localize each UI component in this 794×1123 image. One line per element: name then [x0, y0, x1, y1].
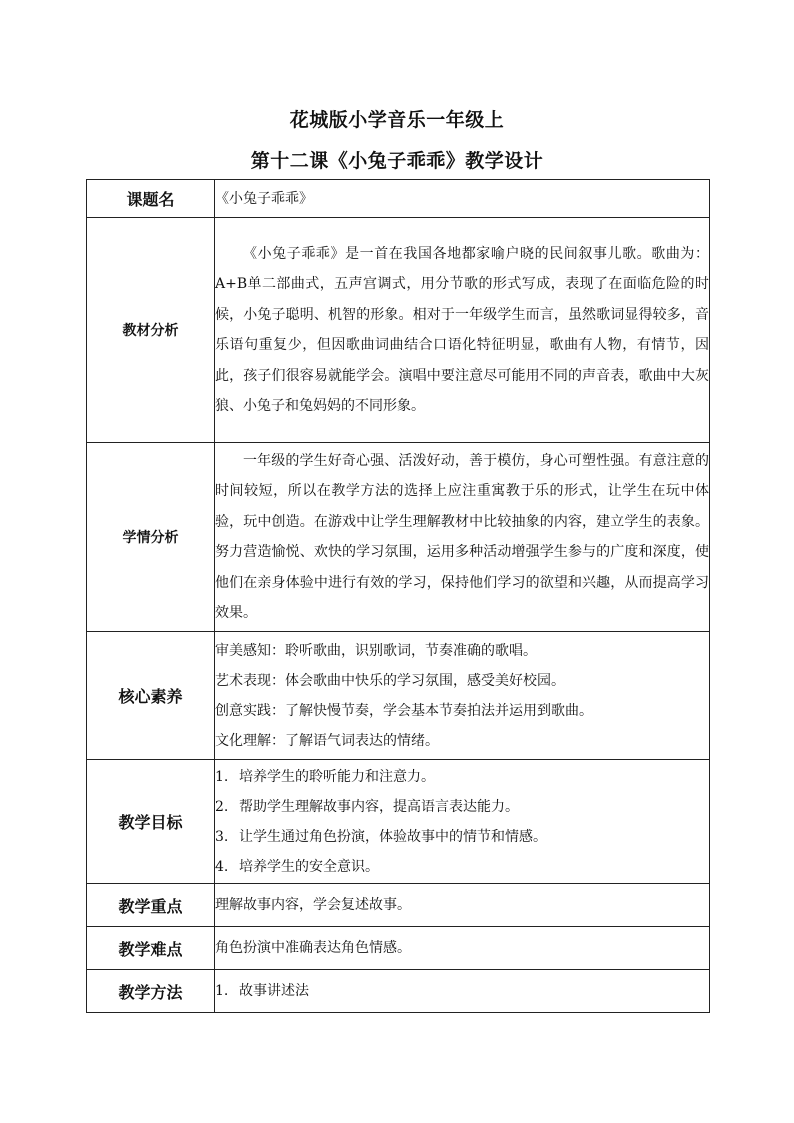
list-item: [215, 792, 709, 822]
table-row-students: [87, 443, 710, 632]
row-label-students: 学情分析: [87, 443, 215, 632]
list-item: [215, 852, 709, 882]
student-analysis-text: 一年级的学生好奇心强、活泼好动，善于模仿，身心可塑性强。有意注意的时间较短，所以在教学方法的选择上应注重寓教于乐的形式，让学生在玩中体验，玩中创造。在游戏中让学生理解教材中比较抽象的内容，建立学生的表象。努力营造愉悦、欢快的学习氛围，运用多种活动增强学生参与的广度和深度，使他们在亲身体验中进行有效的学习，保持他们学习的欲望和兴趣，从而提高学习效果。: [215, 443, 710, 632]
teaching-goals-list: [215, 760, 710, 884]
list-item: 审美感知：聆听歌曲，识别歌词，节奏准确的歌唱。: [215, 642, 537, 659]
list-item: [215, 822, 709, 852]
table-row-goals: [87, 760, 710, 884]
table-row-material: [87, 218, 710, 443]
document-title: 花城版小学音乐一年级上: [289, 109, 505, 131]
list-text: 培养学生的聆听能力和注意力。: [239, 768, 435, 785]
list-text: 让学生通过角色扮演，体验故事中的情节和情感。: [239, 828, 547, 845]
row-label-topic: 课题名: [87, 180, 215, 218]
row-label-goals: 教学目标: [87, 760, 215, 884]
row-label-focus: 教学重点: [87, 884, 215, 927]
list-number: 1.: [215, 983, 229, 999]
list-item: 创意实践：了解快慢节奏，学会基本节奏拍法并运用到歌曲。: [215, 702, 593, 719]
list-text: 故事讲述法: [239, 983, 309, 999]
table-row-literacy: [87, 632, 710, 760]
lesson-title: 第十二课《小兔子乖乖》教学设计: [250, 150, 544, 172]
row-label-methods: 教学方法: [87, 970, 215, 1013]
teaching-focus-value: 理解故事内容，学会复述故事。: [215, 884, 710, 927]
row-label-literacy: 核心素养: [87, 632, 215, 760]
table-row-focus: [87, 884, 710, 927]
teaching-methods-list: [215, 970, 710, 1013]
list-text: 帮助学生理解故事内容，提高语言表达能力。: [239, 798, 519, 815]
lesson-plan-table: [86, 179, 710, 1013]
row-label-material: 教材分析: [87, 218, 215, 443]
list-number: 3.: [215, 828, 229, 845]
table-row-difficulty: [87, 927, 710, 970]
topic-value: 《小兔子乖乖》: [215, 180, 710, 218]
material-analysis-text: 《小兔子乖乖》是一首在我国各地都家喻户晓的民间叙事儿歌。歌曲为：A+B单二部曲式，五声宫调式，用分节歌的形式写成，表现了在面临危险的时候，小兔子聪明、机智的形象。相对于一年级学生而言，虽然歌词显得较多，音乐语句重复少，但因歌曲词曲结合口语化特征明显，歌曲有人物，有情节，因此，孩子们很容易就能学会。演唱中要注意尽可能用不同的声音表，歌曲中大灰狼、小兔子和兔妈妈的不同形象。: [215, 218, 710, 443]
list-item: 艺术表现：体会歌曲中快乐的学习氛围，感受美好校园。: [215, 672, 565, 689]
list-number: 2.: [215, 798, 229, 815]
list-number: 1.: [215, 768, 229, 785]
list-item: 文化理解：了解语气词表达的情绪。: [215, 732, 439, 749]
row-label-difficulty: 教学难点: [87, 927, 215, 970]
list-item: [215, 762, 709, 792]
list-text: 培养学生的安全意识。: [239, 858, 379, 875]
list-number: 4.: [215, 858, 229, 875]
teaching-difficulty-value: 角色扮演中准确表达角色情感。: [215, 927, 710, 970]
table-row-topic: [87, 180, 710, 218]
core-literacy-list: [215, 632, 710, 760]
table-row-methods: [87, 970, 710, 1013]
